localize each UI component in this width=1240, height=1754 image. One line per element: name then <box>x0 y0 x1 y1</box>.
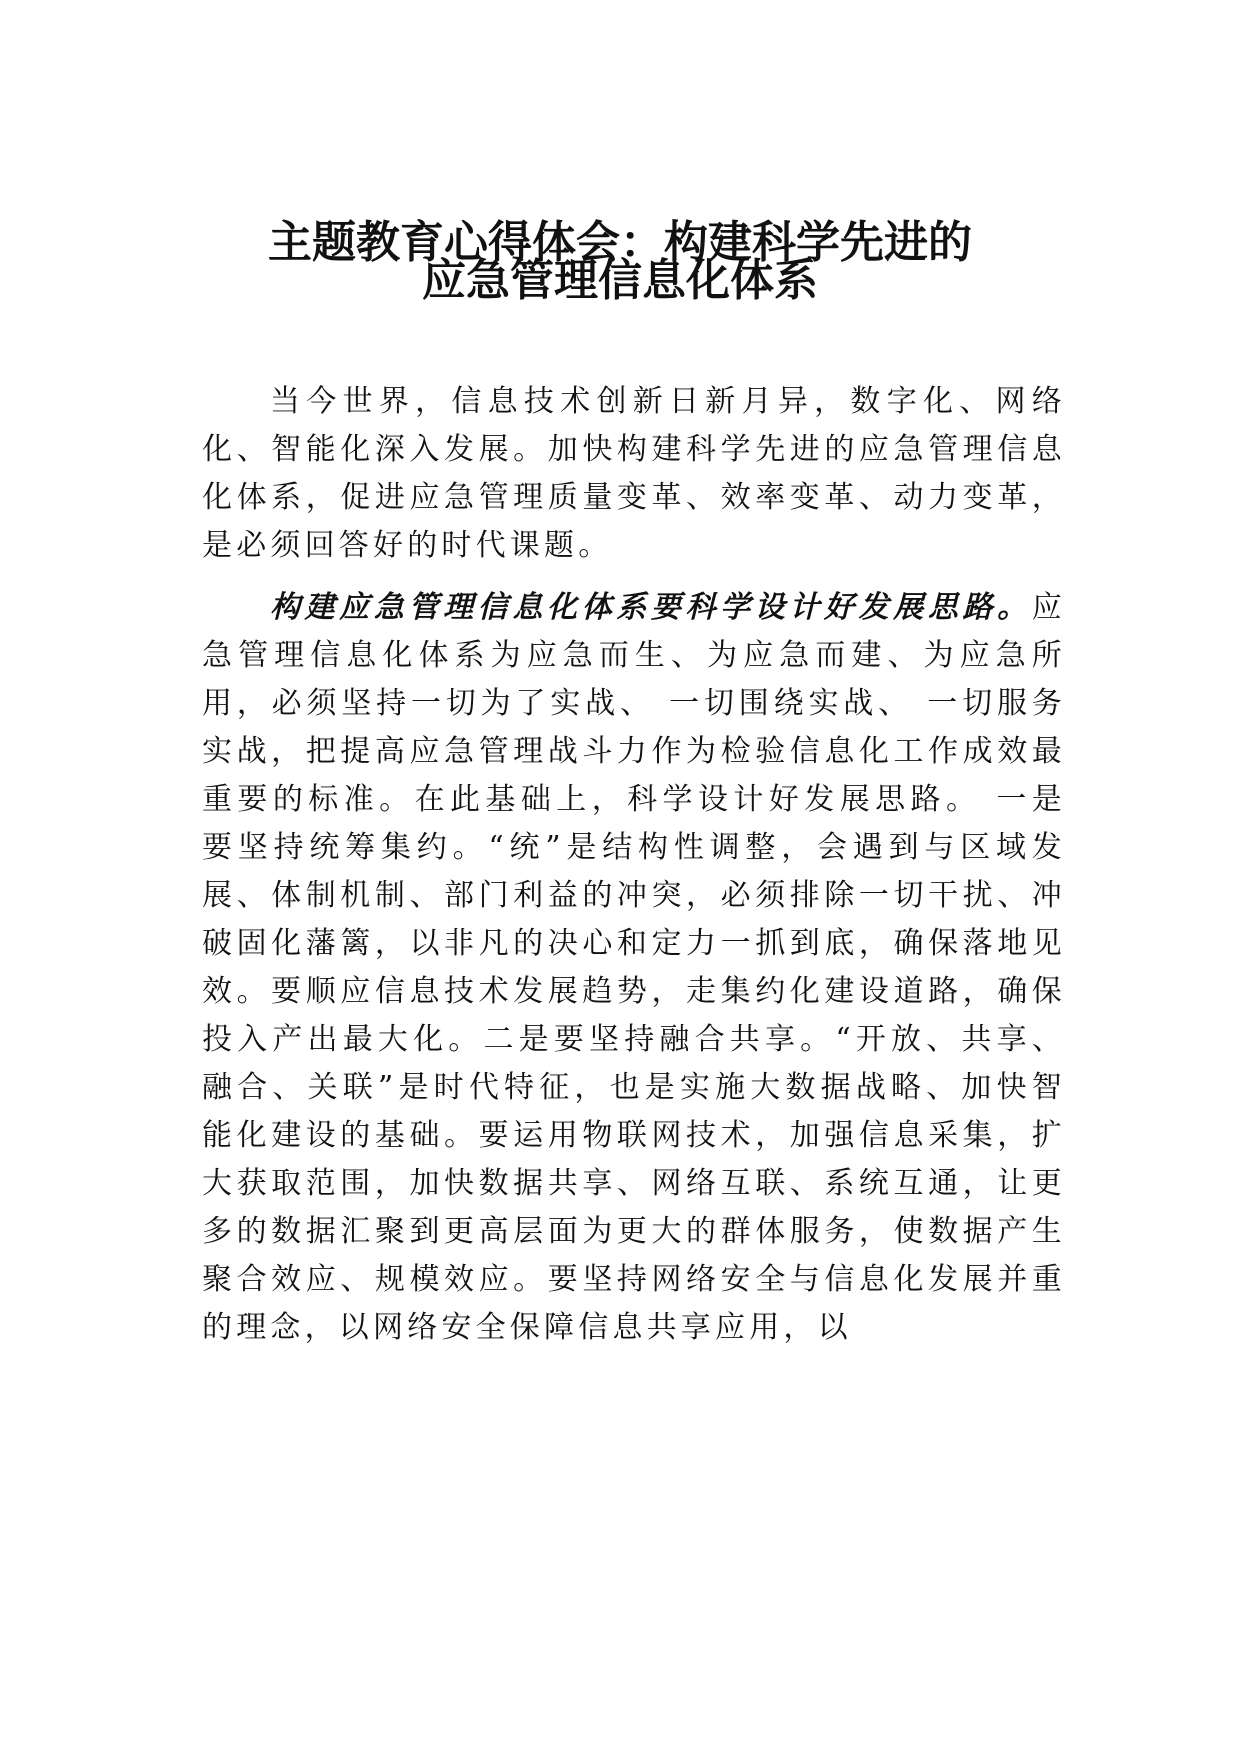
paragraph-intro-text: 当今世界，信息技术创新日新月异，数字化、网络化、智能化深入发展。加快构建科学先进的应急管理信息化体系，促进应急管理质量变革、效率变革、动力变革，是必须回答好的时代课题。 <box>202 384 1066 563</box>
paragraph-intro <box>202 378 1066 570</box>
document-title-line-1: 主题教育心得体会：构建科学先进的 <box>268 217 972 268</box>
paragraph-development-approach-text: 应急管理信息化体系为应急而生、为应急而建、为应急所用，必须坚持一切为了实战、 一切围绕实战、 一切服务实战，把提高应急管理战斗力作为检验信息化工作成效最重要的标准。在此基础上，科学设计好发展思路。 一是要坚持统筹集约。“统”是结构性调整，会遇到与区域发展、体制机制、部门利益的冲突，必须排除一切干扰、冲破固化藩篱，以非凡的决心和定力一抓到底，确保落地见效。要顺应信息技术发展趋势，走集约化建设道路，确保投入产出最大化。二是要坚持融合共享。“开放、共享、融合、关联”是时代特征，也是实施大数据战略、加快智能化建设的基础。要运用物联网技术，加强信息采集，扩大获取范围，加快数据共享、网络互联、系统互通，让更多的数据汇聚到更高层面为更大的群体服务，使数据产生聚合效应、规模效应。要坚持网络安全与信息化发展并重的理念，以网络安全保障信息共享应用，以 <box>202 590 1066 1345</box>
document-body <box>202 378 1066 1352</box>
paragraph-lead-sentence: 构建应急管理信息化体系要科学设计好发展思路。 <box>270 590 1032 625</box>
document-title-line-2: 应急管理信息化体系 <box>422 255 818 306</box>
paragraph-development-approach <box>202 584 1066 1352</box>
